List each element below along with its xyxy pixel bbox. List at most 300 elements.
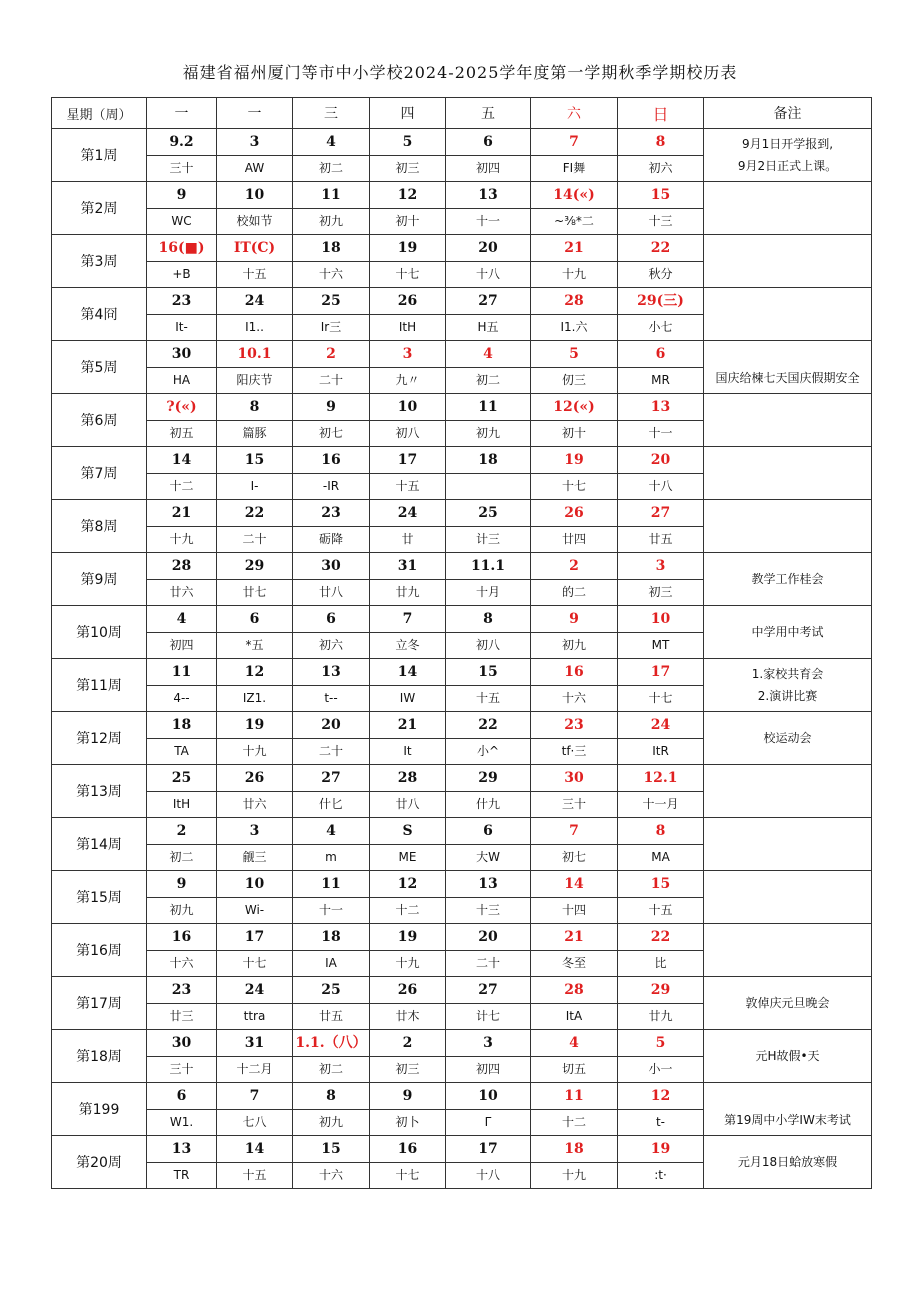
lunar-date: 廿五 <box>648 532 673 546</box>
day-number: 15 <box>446 659 530 686</box>
lunar-date: 十四 <box>561 903 586 917</box>
day-cell <box>293 977 370 1030</box>
day-cell <box>370 712 446 765</box>
day-cell <box>370 818 446 871</box>
lunar-date: 廿九 <box>395 585 420 599</box>
day-cell <box>618 394 704 447</box>
lunar-date: 二十 <box>475 956 500 970</box>
day-number: 19 <box>217 712 292 739</box>
day-cell <box>531 712 618 765</box>
week-row <box>52 871 872 924</box>
day-cell <box>217 1136 293 1189</box>
day-cell <box>446 977 531 1030</box>
day-cell <box>531 977 618 1030</box>
calendar-body <box>52 129 872 1189</box>
day-number: 15 <box>618 182 703 209</box>
lunar-date: It- <box>175 320 188 334</box>
day-number: 4 <box>531 1030 617 1057</box>
day-number: 26 <box>370 977 445 1004</box>
note-cell <box>704 659 872 712</box>
day-cell <box>370 288 446 341</box>
day-cell <box>618 447 704 500</box>
week-row <box>52 1136 872 1189</box>
lunar-date: 十月 <box>475 585 500 599</box>
day-cell <box>147 871 217 924</box>
note-cell <box>704 977 872 1030</box>
day-number: 6 <box>217 606 292 633</box>
day-number: 7 <box>531 818 617 845</box>
week-label: 第16周 <box>52 924 147 977</box>
note-cell <box>704 606 872 659</box>
lunar-date: :t· <box>654 1168 667 1182</box>
day-number: 30 <box>531 765 617 792</box>
week-label: 第9周 <box>52 553 147 606</box>
day-cell <box>217 341 293 394</box>
day-number: S <box>370 818 445 845</box>
day-number: 13 <box>446 871 530 898</box>
lunar-date: 初九 <box>318 1115 343 1129</box>
day-number: 3 <box>370 341 445 368</box>
day-cell <box>147 1136 217 1189</box>
note-cell <box>704 712 872 765</box>
day-cell <box>217 606 293 659</box>
lunar-date: H五 <box>477 320 499 334</box>
lunar-date: 初九 <box>318 214 343 228</box>
day-number: 10 <box>446 1083 530 1110</box>
day-cell <box>370 1136 446 1189</box>
lunar-date: 计七 <box>475 1009 500 1023</box>
day-number: 2 <box>531 553 617 580</box>
day-cell <box>531 129 618 182</box>
lunar-date: 十九 <box>395 956 420 970</box>
day-cell <box>618 235 704 288</box>
day-number: 26 <box>217 765 292 792</box>
day-cell <box>217 712 293 765</box>
week-row <box>52 447 872 500</box>
week-label: 第7周 <box>52 447 147 500</box>
day-cell <box>531 447 618 500</box>
day-number: 6 <box>147 1083 216 1110</box>
day-number: 1.1.（八） <box>293 1030 369 1057</box>
day-cell <box>147 818 217 871</box>
note-text <box>704 1087 871 1109</box>
day-cell <box>446 659 531 712</box>
day-header: 四 <box>370 98 446 129</box>
lunar-date: 十七 <box>395 267 420 281</box>
lunar-date: 初五 <box>169 426 194 440</box>
week-row <box>52 553 872 606</box>
day-cell <box>446 1083 531 1136</box>
day-number: 7 <box>531 129 617 156</box>
lunar-date: 初四 <box>169 638 194 652</box>
lunar-date: IZ1. <box>242 691 267 705</box>
lunar-date: 阳庆节 <box>236 373 273 387</box>
day-number: 5 <box>531 341 617 368</box>
day-cell <box>370 606 446 659</box>
day-cell <box>147 712 217 765</box>
day-cell <box>531 818 618 871</box>
day-cell <box>618 871 704 924</box>
day-number: 21 <box>531 235 617 262</box>
note-text <box>704 345 871 367</box>
day-number: 19 <box>618 1136 703 1163</box>
day-cell <box>370 659 446 712</box>
day-cell <box>293 447 370 500</box>
day-number: 18 <box>147 712 216 739</box>
day-number: 30 <box>147 1030 216 1057</box>
day-cell <box>370 235 446 288</box>
day-cell <box>531 606 618 659</box>
lunar-date: W1. <box>169 1115 194 1129</box>
day-number: 16 <box>370 1136 445 1163</box>
day-cell <box>531 500 618 553</box>
day-number: 22 <box>217 500 292 527</box>
day-cell <box>618 765 704 818</box>
day-number: 16(■) <box>147 235 216 262</box>
day-cell <box>217 659 293 712</box>
day-cell <box>293 1030 370 1083</box>
week-row <box>52 182 872 235</box>
day-number: 5 <box>618 1030 703 1057</box>
day-cell <box>370 1083 446 1136</box>
lunar-date: 十六 <box>318 267 343 281</box>
day-cell <box>293 659 370 712</box>
day-cell <box>293 182 370 235</box>
day-number: 24 <box>370 500 445 527</box>
day-number: 3 <box>618 553 703 580</box>
day-cell <box>531 553 618 606</box>
day-number: IT(C) <box>217 235 292 262</box>
week-row <box>52 394 872 447</box>
day-cell <box>531 1030 618 1083</box>
week-label: 第11周 <box>52 659 147 712</box>
day-number: 27 <box>618 500 703 527</box>
day-header: 五 <box>446 98 531 129</box>
day-header-saturday: 六 <box>531 98 618 129</box>
week-row <box>52 500 872 553</box>
week-row <box>52 606 872 659</box>
lunar-date: 二十 <box>318 744 343 758</box>
day-cell <box>293 765 370 818</box>
week-label: 第10周 <box>52 606 147 659</box>
day-number: 8 <box>618 129 703 156</box>
lunar-date: It <box>403 744 412 758</box>
lunar-date: ttra <box>243 1009 266 1023</box>
day-cell <box>217 500 293 553</box>
lunar-date: 十七 <box>242 956 267 970</box>
day-number: 14 <box>370 659 445 686</box>
lunar-date: 小^ <box>476 744 500 758</box>
day-number: 16 <box>531 659 617 686</box>
day-cell <box>446 500 531 553</box>
week-row <box>52 341 872 394</box>
day-number: 24 <box>217 977 292 1004</box>
lunar-date: 十九 <box>561 1168 586 1182</box>
lunar-date: 初二 <box>475 373 500 387</box>
day-number: 10 <box>217 871 292 898</box>
lunar-date: 初十 <box>395 214 420 228</box>
lunar-date: HA <box>172 373 191 387</box>
day-cell <box>446 765 531 818</box>
week-header: 星期（周） <box>52 98 147 129</box>
lunar-date: 三十 <box>169 1062 194 1076</box>
lunar-date: 比 <box>654 956 667 970</box>
lunar-date: ME <box>398 850 417 864</box>
day-number: 23 <box>147 977 216 1004</box>
day-cell <box>147 1030 217 1083</box>
lunar-date <box>446 474 530 499</box>
day-number: 8 <box>293 1083 369 1110</box>
day-number: 31 <box>370 553 445 580</box>
lunar-date: WC <box>171 214 192 228</box>
lunar-date: 初九 <box>169 903 194 917</box>
note-text: 中学用中考试 <box>751 625 824 639</box>
day-cell <box>147 500 217 553</box>
lunar-date: +B <box>172 267 191 281</box>
note-text: 国庆给楝七天国庆假期安全 <box>715 371 860 385</box>
day-number: 12.1 <box>618 765 703 792</box>
day-number: 11 <box>147 659 216 686</box>
day-number: 10 <box>217 182 292 209</box>
day-number: 14 <box>531 871 617 898</box>
lunar-date: 廿七 <box>242 585 267 599</box>
day-number: 25 <box>147 765 216 792</box>
day-number: 13 <box>618 394 703 421</box>
note-cell <box>704 129 872 182</box>
day-cell <box>370 341 446 394</box>
day-number: 12 <box>370 871 445 898</box>
day-cell <box>618 712 704 765</box>
week-row <box>52 129 872 182</box>
day-number: 29 <box>217 553 292 580</box>
day-number: 13 <box>293 659 369 686</box>
week-label: 第15周 <box>52 871 147 924</box>
day-number: 19 <box>531 447 617 474</box>
lunar-date: 十九 <box>242 744 267 758</box>
day-cell <box>147 1083 217 1136</box>
day-number: 4 <box>446 341 530 368</box>
lunar-date: *五 <box>245 638 264 652</box>
day-cell <box>618 659 704 712</box>
week-label: 第20周 <box>52 1136 147 1189</box>
day-cell <box>147 341 217 394</box>
day-cell <box>446 394 531 447</box>
day-number: 18 <box>446 447 530 474</box>
lunar-date: I1.六 <box>560 320 588 334</box>
lunar-date: 三十 <box>169 161 194 175</box>
day-cell <box>446 1030 531 1083</box>
day-cell <box>446 553 531 606</box>
day-cell <box>618 1030 704 1083</box>
day-cell <box>446 871 531 924</box>
note-text: 教学工作桂会 <box>751 572 824 586</box>
day-number: 6 <box>446 129 530 156</box>
lunar-date: 七八 <box>242 1115 267 1129</box>
day-number: 3 <box>446 1030 530 1057</box>
day-cell <box>446 447 531 500</box>
day-number: 26 <box>531 500 617 527</box>
lunar-date: 初三 <box>395 1062 420 1076</box>
day-cell <box>618 129 704 182</box>
lunar-date: 初三 <box>648 585 673 599</box>
day-number: 13 <box>446 182 530 209</box>
day-cell <box>618 182 704 235</box>
day-cell <box>531 1136 618 1189</box>
lunar-date: 初四 <box>475 161 500 175</box>
day-cell <box>370 1030 446 1083</box>
note-cell <box>704 924 872 977</box>
lunar-date: 十五 <box>395 479 420 493</box>
day-number: 4 <box>293 129 369 156</box>
day-cell <box>446 606 531 659</box>
day-number: 27 <box>293 765 369 792</box>
day-number: 15 <box>293 1136 369 1163</box>
day-cell <box>147 606 217 659</box>
lunar-date: 什匕 <box>318 797 343 811</box>
day-cell <box>618 1136 704 1189</box>
lunar-date: 小一 <box>648 1062 673 1076</box>
lunar-date: 廿六 <box>242 797 267 811</box>
day-number: 27 <box>446 977 530 1004</box>
note-cell <box>704 235 872 288</box>
day-number: 9 <box>147 182 216 209</box>
day-cell <box>370 871 446 924</box>
lunar-date: 初二 <box>318 161 343 175</box>
day-cell <box>293 235 370 288</box>
day-cell <box>293 818 370 871</box>
lunar-date: 十八 <box>475 1168 500 1182</box>
lunar-date: 廿八 <box>395 797 420 811</box>
lunar-date: 的二 <box>561 585 586 599</box>
lunar-date: 校如节 <box>236 214 273 228</box>
lunar-date: 初二 <box>169 850 194 864</box>
day-number: 9 <box>531 606 617 633</box>
day-number: 20 <box>293 712 369 739</box>
day-cell <box>446 129 531 182</box>
day-cell <box>147 235 217 288</box>
lunar-date: TR <box>173 1168 190 1182</box>
day-number: 11 <box>446 394 530 421</box>
day-number: 19 <box>370 924 445 951</box>
day-number: 8 <box>217 394 292 421</box>
day-number: 9 <box>293 394 369 421</box>
lunar-date: 十二 <box>395 903 420 917</box>
day-cell <box>531 1083 618 1136</box>
day-number: 16 <box>147 924 216 951</box>
note-cell <box>704 288 872 341</box>
day-number: 4 <box>147 606 216 633</box>
day-number: 17 <box>217 924 292 951</box>
week-row <box>52 659 872 712</box>
day-number: 31 <box>217 1030 292 1057</box>
day-cell <box>217 1083 293 1136</box>
lunar-date: 廿五 <box>318 1009 343 1023</box>
lunar-date: 二十 <box>318 373 343 387</box>
day-number: 27 <box>446 288 530 315</box>
week-row <box>52 1030 872 1083</box>
day-cell <box>293 500 370 553</box>
day-cell <box>370 129 446 182</box>
day-number: 24 <box>618 712 703 739</box>
lunar-date: 初四 <box>475 1062 500 1076</box>
day-cell <box>618 500 704 553</box>
day-cell <box>446 712 531 765</box>
lunar-date: 仞三 <box>561 373 586 387</box>
week-label: 第6周 <box>52 394 147 447</box>
day-header-sunday: 日 <box>618 98 704 129</box>
lunar-date: 砺降 <box>318 532 343 546</box>
day-number: 18 <box>293 924 369 951</box>
lunar-date: I- <box>250 479 259 493</box>
week-row <box>52 712 872 765</box>
day-cell <box>531 394 618 447</box>
lunar-date: 初六 <box>648 161 673 175</box>
lunar-date: 十九 <box>169 532 194 546</box>
day-number: 3 <box>217 129 292 156</box>
week-label: 第5周 <box>52 341 147 394</box>
day-cell <box>217 871 293 924</box>
day-cell <box>217 977 293 1030</box>
note-cell <box>704 1030 872 1083</box>
lunar-date: 小七 <box>648 320 673 334</box>
day-cell <box>217 394 293 447</box>
day-cell <box>446 235 531 288</box>
lunar-date: 十二 <box>561 1115 586 1129</box>
day-number: 6 <box>293 606 369 633</box>
week-row <box>52 765 872 818</box>
week-row <box>52 235 872 288</box>
day-number: 5 <box>370 129 445 156</box>
day-cell <box>531 341 618 394</box>
day-number: 9.2 <box>147 129 216 156</box>
note-text: 9月1日开学报到, <box>741 137 834 151</box>
day-number: 28 <box>147 553 216 580</box>
day-cell <box>147 447 217 500</box>
day-cell <box>370 394 446 447</box>
day-cell <box>618 924 704 977</box>
lunar-date: ItR <box>652 744 669 758</box>
day-cell <box>217 1030 293 1083</box>
lunar-date: 冬至 <box>561 956 586 970</box>
note-cell <box>704 871 872 924</box>
day-number: 10.1 <box>217 341 292 368</box>
day-cell <box>370 924 446 977</box>
lunar-date: MR <box>651 373 670 387</box>
day-cell <box>293 1083 370 1136</box>
week-label: 第3周 <box>52 235 147 288</box>
lunar-date: 廿四 <box>561 532 586 546</box>
lunar-date: IW <box>399 691 416 705</box>
lunar-date: 初六 <box>318 638 343 652</box>
day-cell <box>293 1136 370 1189</box>
lunar-date: 廿木 <box>395 1009 420 1023</box>
day-number: 14(«) <box>531 182 617 209</box>
lunar-date: 篇豚 <box>242 426 267 440</box>
lunar-date: 十六 <box>169 956 194 970</box>
day-number: 19 <box>370 235 445 262</box>
day-cell <box>446 288 531 341</box>
week-label: 第13周 <box>52 765 147 818</box>
day-number: 9 <box>147 871 216 898</box>
note-cell <box>704 500 872 553</box>
day-cell <box>217 288 293 341</box>
day-number: 25 <box>446 500 530 527</box>
note-text: 元月18日蛤放寒假 <box>737 1155 838 1169</box>
day-number: ?(«) <box>147 394 216 421</box>
day-number: 23 <box>147 288 216 315</box>
day-number: 12(«) <box>531 394 617 421</box>
day-cell <box>446 924 531 977</box>
